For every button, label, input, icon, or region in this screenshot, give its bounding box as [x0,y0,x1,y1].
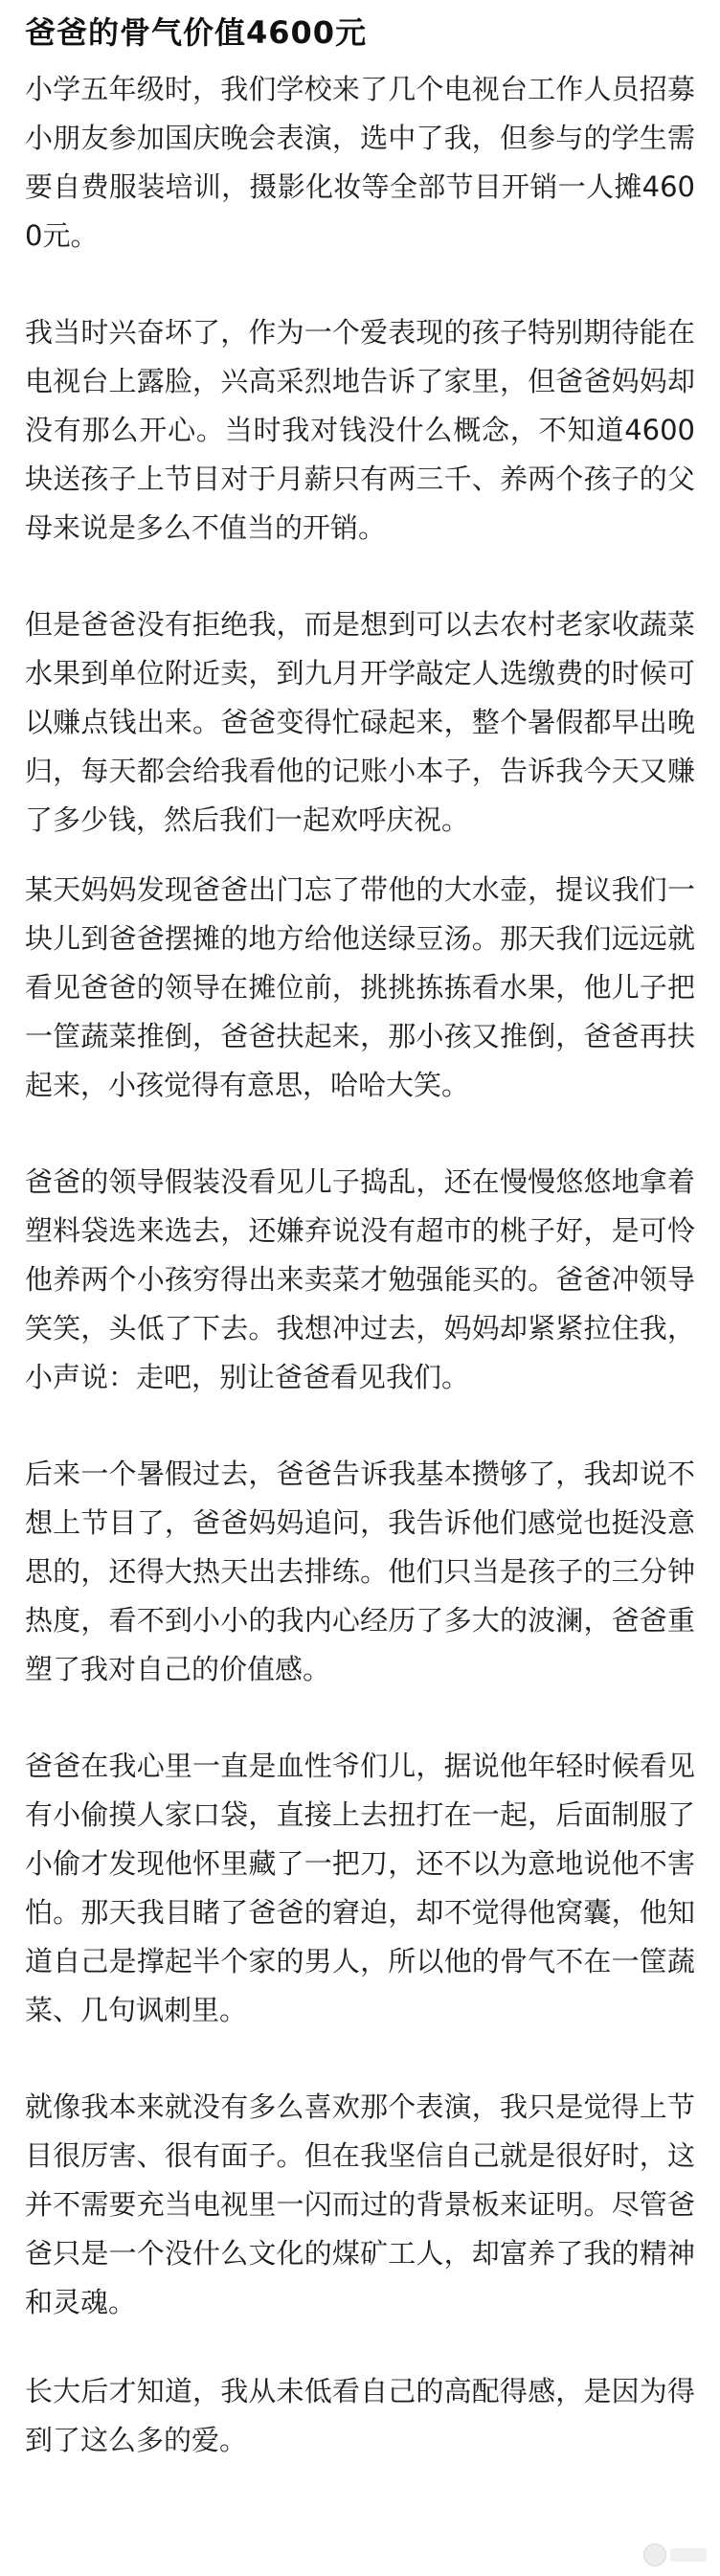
article-paragraph: 小学五年级时，我们学校来了几个电视台工作人员招募小朋友参加国庆晚会表演，选中了我，但参与的学生需要自费服装培训，摄影化妆等全部节目开销一人摊4600元。 [25,73,695,252]
article-paragraph: 后来一个暑假过去，爸爸告诉我基本攒够了，我却说不想上节目了，爸爸妈妈追问，我告诉他们感觉也挺没意思的，还得大热天出去排练。他们只当是孩子的三分钟热度，看不到小小的我内心经历了多大的波澜，爸爸重塑了我对自己的价值感。 [25,1457,695,1685]
article-paragraph: 但是爸爸没有拒绝我，而是想到可以去农村老家收蔬菜水果到单位附近卖，到九月开学敲定人选缴费的时候可以赚点钱出来。爸爸变得忙碌起来，整个暑假都早出晚归，每天都会给我看他的记账小本子，告诉我今天又赚了多少钱，然后我们一起欢呼庆祝。 [25,608,695,836]
article-paragraph: 我当时兴奋坏了，作为一个爱表现的孩子特别期待能在电视台上露脸，兴高采烈地告诉了家里，但爸爸妈妈却没有那么开心。当时我对钱没什么概念，不知道4600块送孩子上节目对于月薪只有两三千、养两个孩子的父母来说是多么不值当的开销。 [25,316,695,544]
article-paragraph: 某天妈妈发现爸爸出门忘了带他的大水壶，提议我们一块儿到爸爸摆摊的地方给他送绿豆汤。那天我们远远就看见爸爸的领导在摊位前，挑挑拣拣看水果，他儿子把一筐蔬菜推倒，爸爸扶起来，那小孩又推倒，爸爸再扶起来，小孩觉得有意思，哈哈大笑。 [25,873,695,1101]
watermark [643,2543,707,2566]
article-paragraph: 爸爸在我心里一直是血性爷们儿，据说他年轻时候看见有小偷摸人家口袋，直接上去扭打在一起，后面制服了小偷才发现他怀里藏了一把刀，还不以为意地说他不害怕。那天我目睹了爸爸的窘迫，却不觉得他窝囊，他知道自己是撑起半个家的男人，所以他的骨气不在一筐蔬菜、几句讽刺里。 [25,1750,695,2026]
article-paragraph: 就像我本来就没有多么喜欢那个表演，我只是觉得上节目很厉害、很有面子。但在我坚信自己就是很好时，这并不需要充当电视里一闪而过的背景板来证明。尽管爸爸只是一个没什么文化的煤矿工人，却富养了我的精神和灵魂。 [25,2090,695,2318]
article-paragraph: 爸爸的领导假装没看见儿子捣乱，还在慢慢悠悠地拿着塑料袋选来选去，还嫌弃说没有超市的桃子好，是可怜他养两个小孩穷得出来卖菜才勉强能买的。爸爸冲领导笑笑，头低了下去。我想冲过去，妈妈却紧紧拉住我，小声说：走吧，别让爸爸看见我们。 [25,1165,695,1393]
article-title: 爸爸的骨气价值4600元 [25,14,368,51]
watermark-logo-icon [643,2543,666,2566]
watermark-bar [670,2548,707,2562]
article-paragraph: 长大后才知道，我从未低看自己的高配得感，是因为得到了这么多的爱。 [25,2375,695,2456]
